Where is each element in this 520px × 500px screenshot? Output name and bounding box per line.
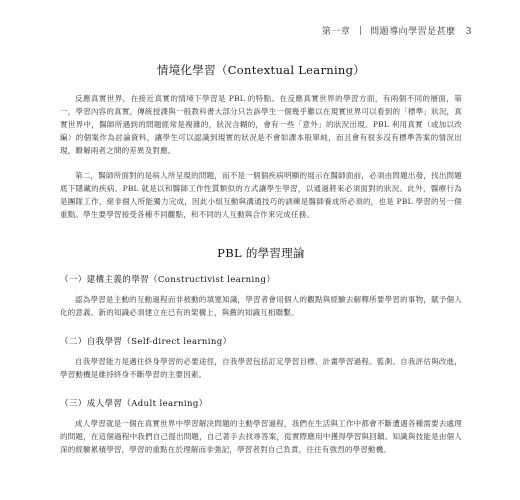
subsection-heading-self-direct: （二）自我學習（Self-direct learning） [60, 337, 232, 347]
paragraph-real-world: 反應真實世界，在接近真實的情境下學習是 PBL 的特點。在反應真實世界的學習方面，有兩個不同的層面，第一，學習內容的真實，傳統授課與一般教科書大部分只告訴學生一個幾乎難以在現實世界可以看到的「標準」狀況，真實世界中，醫師所遇到的問題經常是複雜的，狀況含糊的，會有一些「意外」的狀況出現。PBL 利用真實（或加以改編）的個案作為討論資料，讓學生可以認識到現實的狀況是不會如課本般單純，而且會有很多沒有標準答案的情況出現，瞭解兩者之間的差異及對應。 [60, 94, 462, 155]
chapter-label: 第一章 [321, 27, 351, 37]
chapter-title: 問題導向學習是甚麼 [370, 27, 456, 37]
section-title-contextual-learning: 情境化學習（Contextual Learning） [156, 63, 366, 77]
running-header [322, 24, 472, 37]
paragraph-physician-problems: 第二，醫師所面對的是病人所呈現的問題，而不是一個個疾病明顯的展示在醫師面前，必須由問題出發，找出問題底下隱藏的疾病。PBL 就是以和醫師工作性質類似的方式讓學生學習，以通過將來必須面對的狀況。此外，醫療行為是團隊工作，絕非個人所能獨力完成，因此小組互動與溝通技巧的訓練是醫師養成所必須的，也是 PBL 學習的另一個重點。學生要學習接受各種不同觀點，和不同的人互動與合作來完成任務。 [60, 171, 462, 219]
paragraph-self-direct: 自我學習能力是邁往終身學習的必要途徑，自我學習包括訂定學習目標、計畫學習過程、監測、自我評估與改進，學習動機是維持終身不斷學習的主要因素。 [60, 357, 462, 379]
paragraph-adult: 成人學習就是一個在真實世界中學習解決問題的主動學習過程，我們在生活與工作中都會不斷遭遇各種需要去處理的問題，在這個過程中我們自己提出問題，自己著手去找尋答案，從實際應用中獲得學習與回饋。知識與技能是由個人深的經驗累積學習，學習的重點在於理解而非強記，學習者對自己負責，往往有強烈的學習動機。 [60, 419, 462, 454]
paragraph-constructivist: 認為學習是主動的互動過程而非被動的填塞知識，學習者會用個人的觀點與經驗去解釋所要學習的事物，賦予個人化的意義。新的知識必須建立在已有的架構上，與舊的知識互相聯繫。 [60, 295, 462, 317]
section-title-learning-theory: PBL 的學習理論 [217, 246, 305, 260]
subsection-heading-constructivist: （一）建構主義的學習（Constructivist learning） [60, 275, 276, 285]
page-body [60, 62, 462, 456]
header-divider [360, 26, 361, 35]
subsection-heading-adult: （三）成人學習（Adult learning） [60, 399, 208, 409]
page-number: 3 [465, 27, 472, 37]
